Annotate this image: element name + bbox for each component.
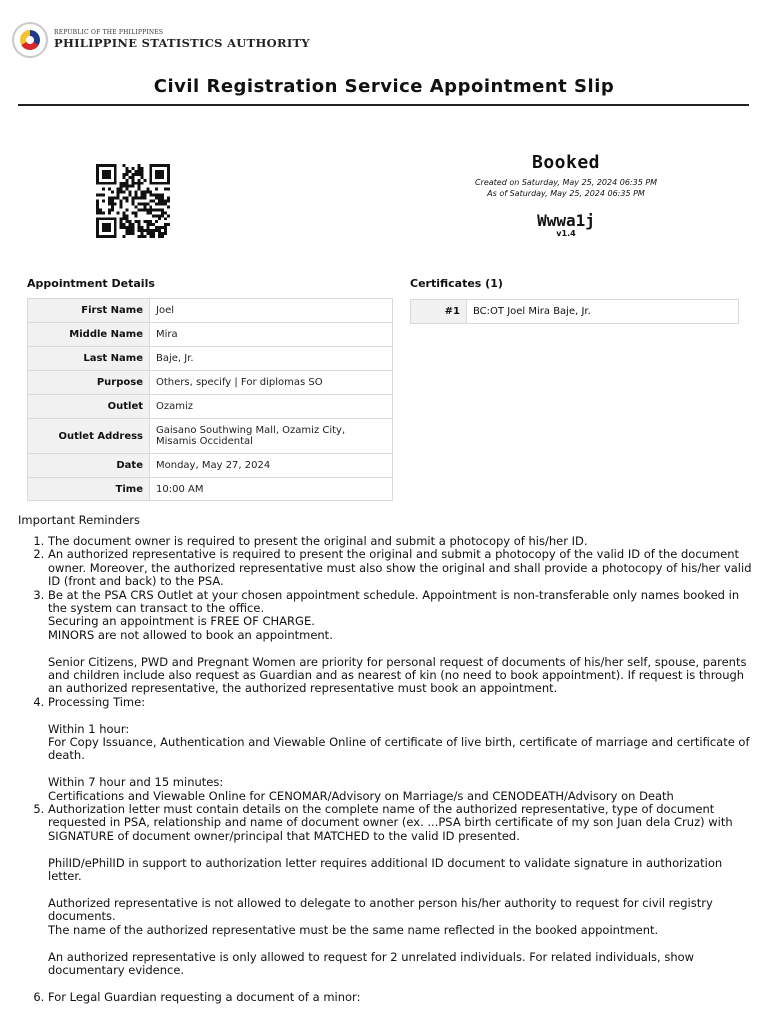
reminder-item: [48, 535, 753, 548]
status-block: [400, 152, 732, 238]
certificates-heading: Certificates (1): [410, 277, 503, 290]
created-timestamp: Created on Saturday, May 25, 2024 06:35 PM: [474, 178, 658, 187]
reminder-text: Securing an appointment is FREE OF CHARGE.: [48, 614, 315, 629]
reminder-text: For Copy Issuance, Authentication and Viewable Online of certificate of live birth, certificate of marriage and certificate of death.: [48, 735, 750, 763]
detail-label: Outlet: [28, 395, 150, 419]
reminder-text: 1. The document owner is required to present the original and submit a photocopy of his/her ID.: [48, 534, 588, 548]
reminder-spacer: [48, 977, 753, 990]
detail-row: [28, 371, 393, 395]
detail-row: [28, 323, 393, 347]
detail-value: Gaisano Southwing Mall, Ozamiz City, Misamis Occidental: [150, 419, 393, 454]
reminder-spacer: [48, 642, 753, 655]
as-of-timestamp: As of Saturday, May 25, 2024 06:35 PM: [487, 189, 645, 198]
page-title: Civil Registration Service Appointment Slip: [153, 76, 615, 97]
reminder-item: [48, 696, 753, 803]
psa-seal-icon: [12, 22, 48, 58]
status-label: Booked: [531, 152, 601, 173]
reminder-item: [48, 589, 753, 696]
reminder-spacer: [48, 937, 753, 950]
reminder-spacer: [48, 884, 753, 897]
reminder-item: [48, 548, 753, 588]
reminder-text: Authorized representative is not allowed to delegate to another person his/her authority to request for civil registry documents.: [48, 895, 713, 924]
reminder-text: Senior Citizens, PWD and Pregnant Women are priority for personal request of documents of his/her self, spouse, parents and children include also request as Guardian and as nearest of kin (no need to book appointment). If request is through an authorized representative, the authorized representative must book an appointment.: [48, 654, 747, 696]
reminder-text: Certifications and Viewable Online for CENOMAR/Advisory on Marriage/s and CENODEATH/Advisory on Death: [48, 788, 674, 803]
detail-label: Middle Name: [28, 323, 150, 347]
republic-label: REPUBLIC OF THE PHILIPPINES: [54, 29, 164, 37]
reminder-spacer: [48, 763, 753, 776]
agency-name: PHILIPPINE STATISTICS AUTHORITY: [54, 36, 310, 51]
detail-label: First Name: [28, 299, 150, 323]
detail-value: Baje, Jr.: [150, 347, 393, 371]
detail-value: Mira: [150, 323, 393, 347]
reminder-text: 3. Be at the PSA CRS Outlet at your chosen appointment schedule. Appointment is non-transferable only names booked in the system can transact to the office.: [48, 587, 740, 616]
reminder-text: MINORS are not allowed to book an appointment.: [48, 627, 333, 642]
detail-value: 10:00 AM: [150, 478, 393, 501]
detail-row: [28, 395, 393, 419]
agency-name-block: [54, 30, 310, 50]
appointment-details-table: [27, 298, 393, 501]
detail-label: Outlet Address: [28, 419, 150, 454]
detail-row: [28, 299, 393, 323]
reminder-text: PhilID/ePhilID in support to authorization letter requires additional ID document to validate signature in authorization letter.: [48, 855, 723, 884]
reminder-item: [48, 991, 753, 1004]
certificates-table: [410, 299, 739, 324]
detail-label: Purpose: [28, 371, 150, 395]
reminder-item: [48, 803, 753, 991]
detail-label: Last Name: [28, 347, 150, 371]
certificate-description: BC:OT Joel Mira Baje, Jr.: [467, 300, 739, 324]
detail-label: Time: [28, 478, 150, 501]
reminder-text: The name of the authorized representative must be the same name reflected in the booked appointment.: [48, 922, 659, 937]
reminder-text: 4. Processing Time:: [48, 694, 146, 709]
detail-value: Joel: [150, 299, 393, 323]
reminders-heading: Important Reminders: [18, 513, 140, 527]
detail-row: [28, 478, 393, 501]
qr-code: [96, 164, 170, 238]
reminder-text: 2. An authorized representative is required to present the original and submit a photocopy of the valid ID of the document owner. Moreover, the authorized representative must also show the original and shall provide a photocopy of his/her valid ID (front and back) to the PSA.: [48, 547, 752, 589]
reminder-spacer: [48, 709, 753, 722]
detail-value: Monday, May 27, 2024: [150, 454, 393, 478]
detail-value: Others, specify | For diplomas SO: [150, 371, 393, 395]
detail-row: [28, 419, 393, 454]
certificate-number: #1: [411, 300, 467, 324]
detail-row: [28, 347, 393, 371]
reminder-text: 6. For Legal Guardian requesting a document of a minor:: [48, 989, 361, 1004]
detail-value: Ozamiz: [150, 395, 393, 419]
reminder-text: An authorized representative is only allowed to request for 2 unrelated individuals. For related individuals, show documentary evidence.: [48, 949, 695, 977]
appointment-details-heading: Appointment Details: [27, 277, 155, 290]
agency-header: [12, 18, 310, 62]
reminder-text: 5. Authorization letter must contain details on the complete name of the authorized representative, type of document requested in PSA, relationship and name of document owner (ex. ...PSA birth certificate of my son Juan dela Cruz) with SIGNATURE of document owner/principal that MATCHED to the valid ID presented.: [48, 802, 733, 843]
reference-code: Wwwa1j: [537, 211, 595, 230]
detail-row: [28, 454, 393, 478]
reminder-spacer: [48, 843, 753, 856]
title-divider: [18, 104, 749, 106]
certificate-row: [411, 300, 739, 324]
detail-label: Date: [28, 454, 150, 478]
reminder-text: Within 7 hour and 15 minutes:: [48, 775, 224, 790]
reminders-list: [18, 535, 753, 1004]
version-label: v1.4: [556, 229, 576, 238]
reminder-text: Within 1 hour:: [48, 721, 130, 736]
